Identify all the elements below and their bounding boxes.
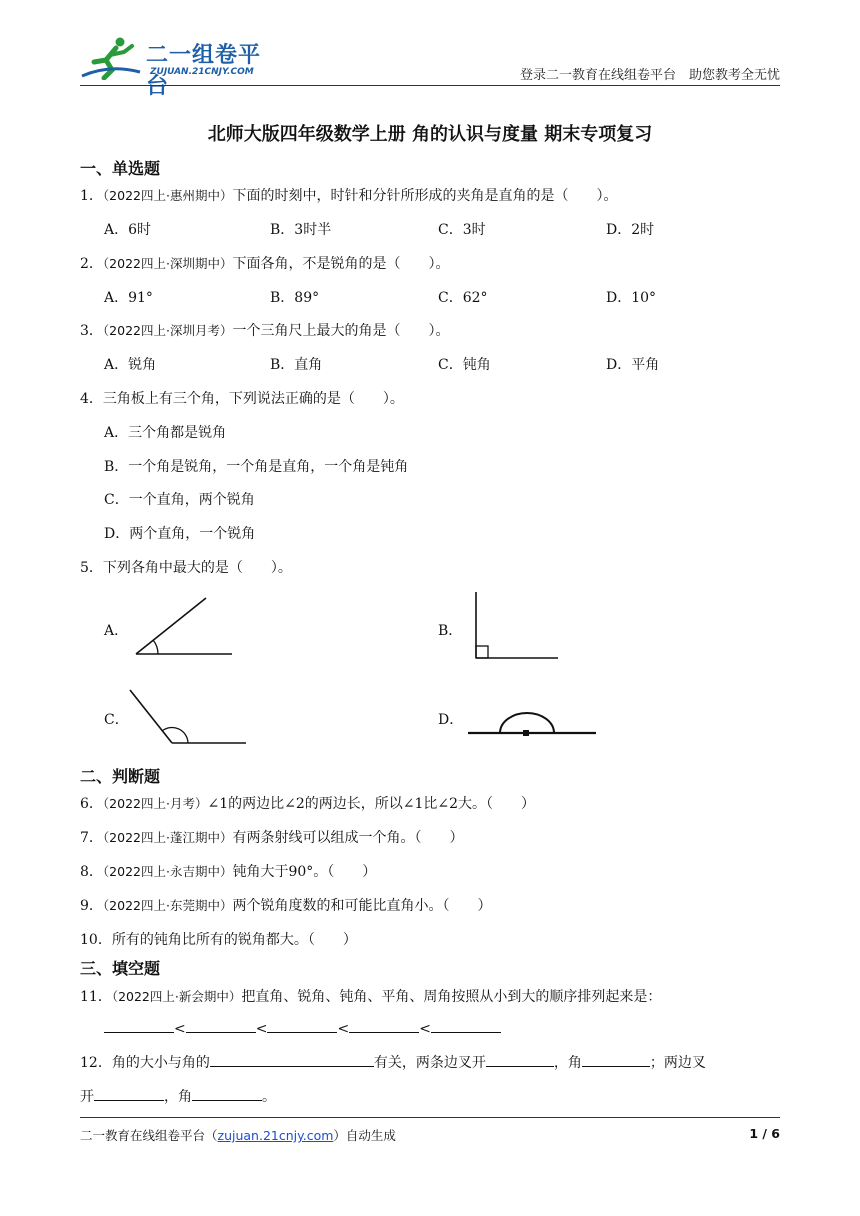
question-source: （2022四上·永吉期中） <box>102 864 233 879</box>
question-text: 。 <box>262 1089 276 1105</box>
question-source: （2022四上·深圳月考） <box>102 323 233 338</box>
answer-blank[interactable] <box>486 1052 554 1067</box>
question-text: 三角板上有三个角，下列说法正确的是（ ）。 <box>102 391 404 407</box>
question-number: 6． <box>80 796 103 812</box>
straight-angle-figure <box>464 708 600 740</box>
answer-blank[interactable] <box>349 1018 419 1033</box>
question-9 <box>80 895 491 915</box>
question-text: 一个三角尺上最大的角是（ ）。 <box>232 323 450 339</box>
question-source: （2022四上·惠州期中） <box>102 188 233 203</box>
logo <box>80 36 280 99</box>
q3-option-c[interactable]: C．钝角 <box>438 357 491 373</box>
question-1 <box>80 185 617 205</box>
obtuse-angle-figure <box>124 686 250 748</box>
section-fill-blank: 三、填空题 <box>80 959 161 978</box>
acute-angle-figure <box>128 592 236 658</box>
q4-option-d[interactable]: D．两个直角，一个锐角 <box>104 526 256 542</box>
question-12-cont <box>80 1086 276 1106</box>
q5-option-b[interactable]: B． <box>438 623 463 639</box>
q1-option-c[interactable]: C．3时 <box>438 222 486 238</box>
q3-option-d[interactable]: D．平角 <box>606 357 660 373</box>
question-11 <box>80 986 661 1006</box>
question-number: 4． <box>80 391 103 407</box>
question-source: （2022四上·新会期中） <box>111 989 242 1004</box>
q2-option-b[interactable]: B．89° <box>270 290 320 306</box>
question-text: ∠1的两边比∠2的两边长，所以∠1比∠2大。（ ） <box>207 796 536 812</box>
q1-option-b[interactable]: B．3时半 <box>270 222 332 238</box>
question-text: 开 <box>80 1089 94 1105</box>
question-7 <box>80 827 463 847</box>
question-text: 下面的时刻中，时针和分针所形成的夹角是直角的是（ ）。 <box>232 188 618 204</box>
question-text: ，角 <box>164 1089 192 1105</box>
q4-option-a[interactable]: A．三个角都是锐角 <box>104 425 227 441</box>
question-6 <box>80 793 535 813</box>
question-number: 8． <box>80 864 103 880</box>
question-number: 10． <box>80 932 112 948</box>
page-title: 北师大版四年级数学上册 角的认识与度量 期末专项复习 <box>207 124 653 145</box>
q1-option-a[interactable]: A．6时 <box>104 222 152 238</box>
footer-suffix: ）自动生成 <box>333 1128 396 1143</box>
less-than-sign: < <box>337 1021 350 1037</box>
footer-divider <box>80 1117 780 1118</box>
logo-text: 二一组卷平台 <box>146 43 262 99</box>
header-divider <box>80 85 780 86</box>
answer-blank[interactable] <box>94 1086 164 1101</box>
less-than-sign: < <box>174 1021 186 1037</box>
question-source: （2022四上·东莞期中） <box>102 898 233 913</box>
question-text: 两个锐角度数的和可能比直角小。（ ） <box>232 898 492 914</box>
logo-url: ZUJUAN.21CNJY.COM <box>150 67 254 77</box>
q5-option-d[interactable]: D． <box>438 712 464 728</box>
q2-option-a[interactable]: A．91° <box>104 290 153 306</box>
answer-blank[interactable] <box>186 1018 256 1033</box>
q4-option-b[interactable]: B．一个角是锐角，一个角是直角，一个角是钝角 <box>104 459 409 475</box>
answer-blank[interactable] <box>192 1086 262 1101</box>
question-3 <box>80 320 449 340</box>
footer-prefix: 二一教育在线组卷平台（ <box>80 1128 218 1143</box>
question-text: 钝角大于90°。（ ） <box>232 864 377 880</box>
question-text: ，角 <box>553 1055 582 1071</box>
question-source: （2022四上·深圳期中） <box>102 256 233 271</box>
question-source: （2022四上·蓬江期中） <box>102 830 233 845</box>
question-text: 把直角、锐角、钝角、平角、周角按照从小到大的顺序排列起来是： <box>241 989 662 1005</box>
q3-option-a[interactable]: A．锐角 <box>104 357 157 373</box>
question-number: 2． <box>80 256 103 272</box>
question-2 <box>80 253 449 273</box>
question-number: 5． <box>80 560 103 576</box>
page-header <box>80 28 780 99</box>
question-source: （2022四上·月考） <box>102 796 208 811</box>
q4-option-c[interactable]: C．一个直角，两个锐角 <box>104 492 255 508</box>
question-text: 角的大小与角的 <box>111 1055 210 1071</box>
question-number: 3． <box>80 323 103 339</box>
header-slogan: 登录二一教育在线组卷平台 助您教考全无忧 <box>519 68 780 83</box>
question-number: 12． <box>80 1055 112 1071</box>
answer-blank[interactable] <box>582 1052 650 1067</box>
footer-link[interactable]: zujuan.21cnjy.com <box>217 1128 334 1143</box>
question-4 <box>80 388 404 408</box>
right-angle-figure <box>468 590 562 662</box>
question-5 <box>80 557 292 577</box>
question-text: 有两条射线可以组成一个角。（ ） <box>232 830 464 846</box>
question-text: 所有的钝角比所有的锐角都大。（ ） <box>111 932 357 948</box>
answer-blank[interactable] <box>267 1018 337 1033</box>
section-true-false: 二、判断题 <box>80 767 161 786</box>
answer-blank[interactable] <box>104 1018 174 1033</box>
q5-option-a[interactable]: A． <box>104 623 129 639</box>
question-8 <box>80 861 376 881</box>
q5-option-c[interactable]: C． <box>104 712 129 728</box>
q3-option-b[interactable]: B．直角 <box>270 357 323 373</box>
question-12 <box>80 1052 706 1072</box>
question-10 <box>80 929 357 949</box>
question-number: 9． <box>80 898 103 914</box>
q1-option-d[interactable]: D．2时 <box>606 222 655 238</box>
answer-blank[interactable] <box>210 1052 374 1067</box>
q2-option-d[interactable]: D．10° <box>606 290 657 306</box>
question-text: 下列各角中最大的是（ ）。 <box>102 560 292 576</box>
question-number: 1． <box>80 188 103 204</box>
less-than-sign: < <box>255 1021 268 1037</box>
question-text: ；两边叉 <box>649 1055 706 1071</box>
less-than-sign: < <box>419 1021 431 1037</box>
question-number: 7． <box>80 830 103 846</box>
footer-text <box>80 1126 396 1144</box>
question-text: 有关，两条边叉开 <box>373 1055 486 1071</box>
page-number: 1 / 6 <box>749 1126 780 1141</box>
q11-answer-line <box>104 1018 501 1037</box>
q2-option-c[interactable]: C．62° <box>438 290 488 306</box>
question-text: 下面各角，不是锐角的是（ ）。 <box>232 256 450 272</box>
question-number: 11． <box>80 989 112 1005</box>
runner-logo-icon <box>80 36 142 80</box>
section-single-choice: 一、单选题 <box>80 159 161 178</box>
answer-blank[interactable] <box>431 1018 501 1033</box>
